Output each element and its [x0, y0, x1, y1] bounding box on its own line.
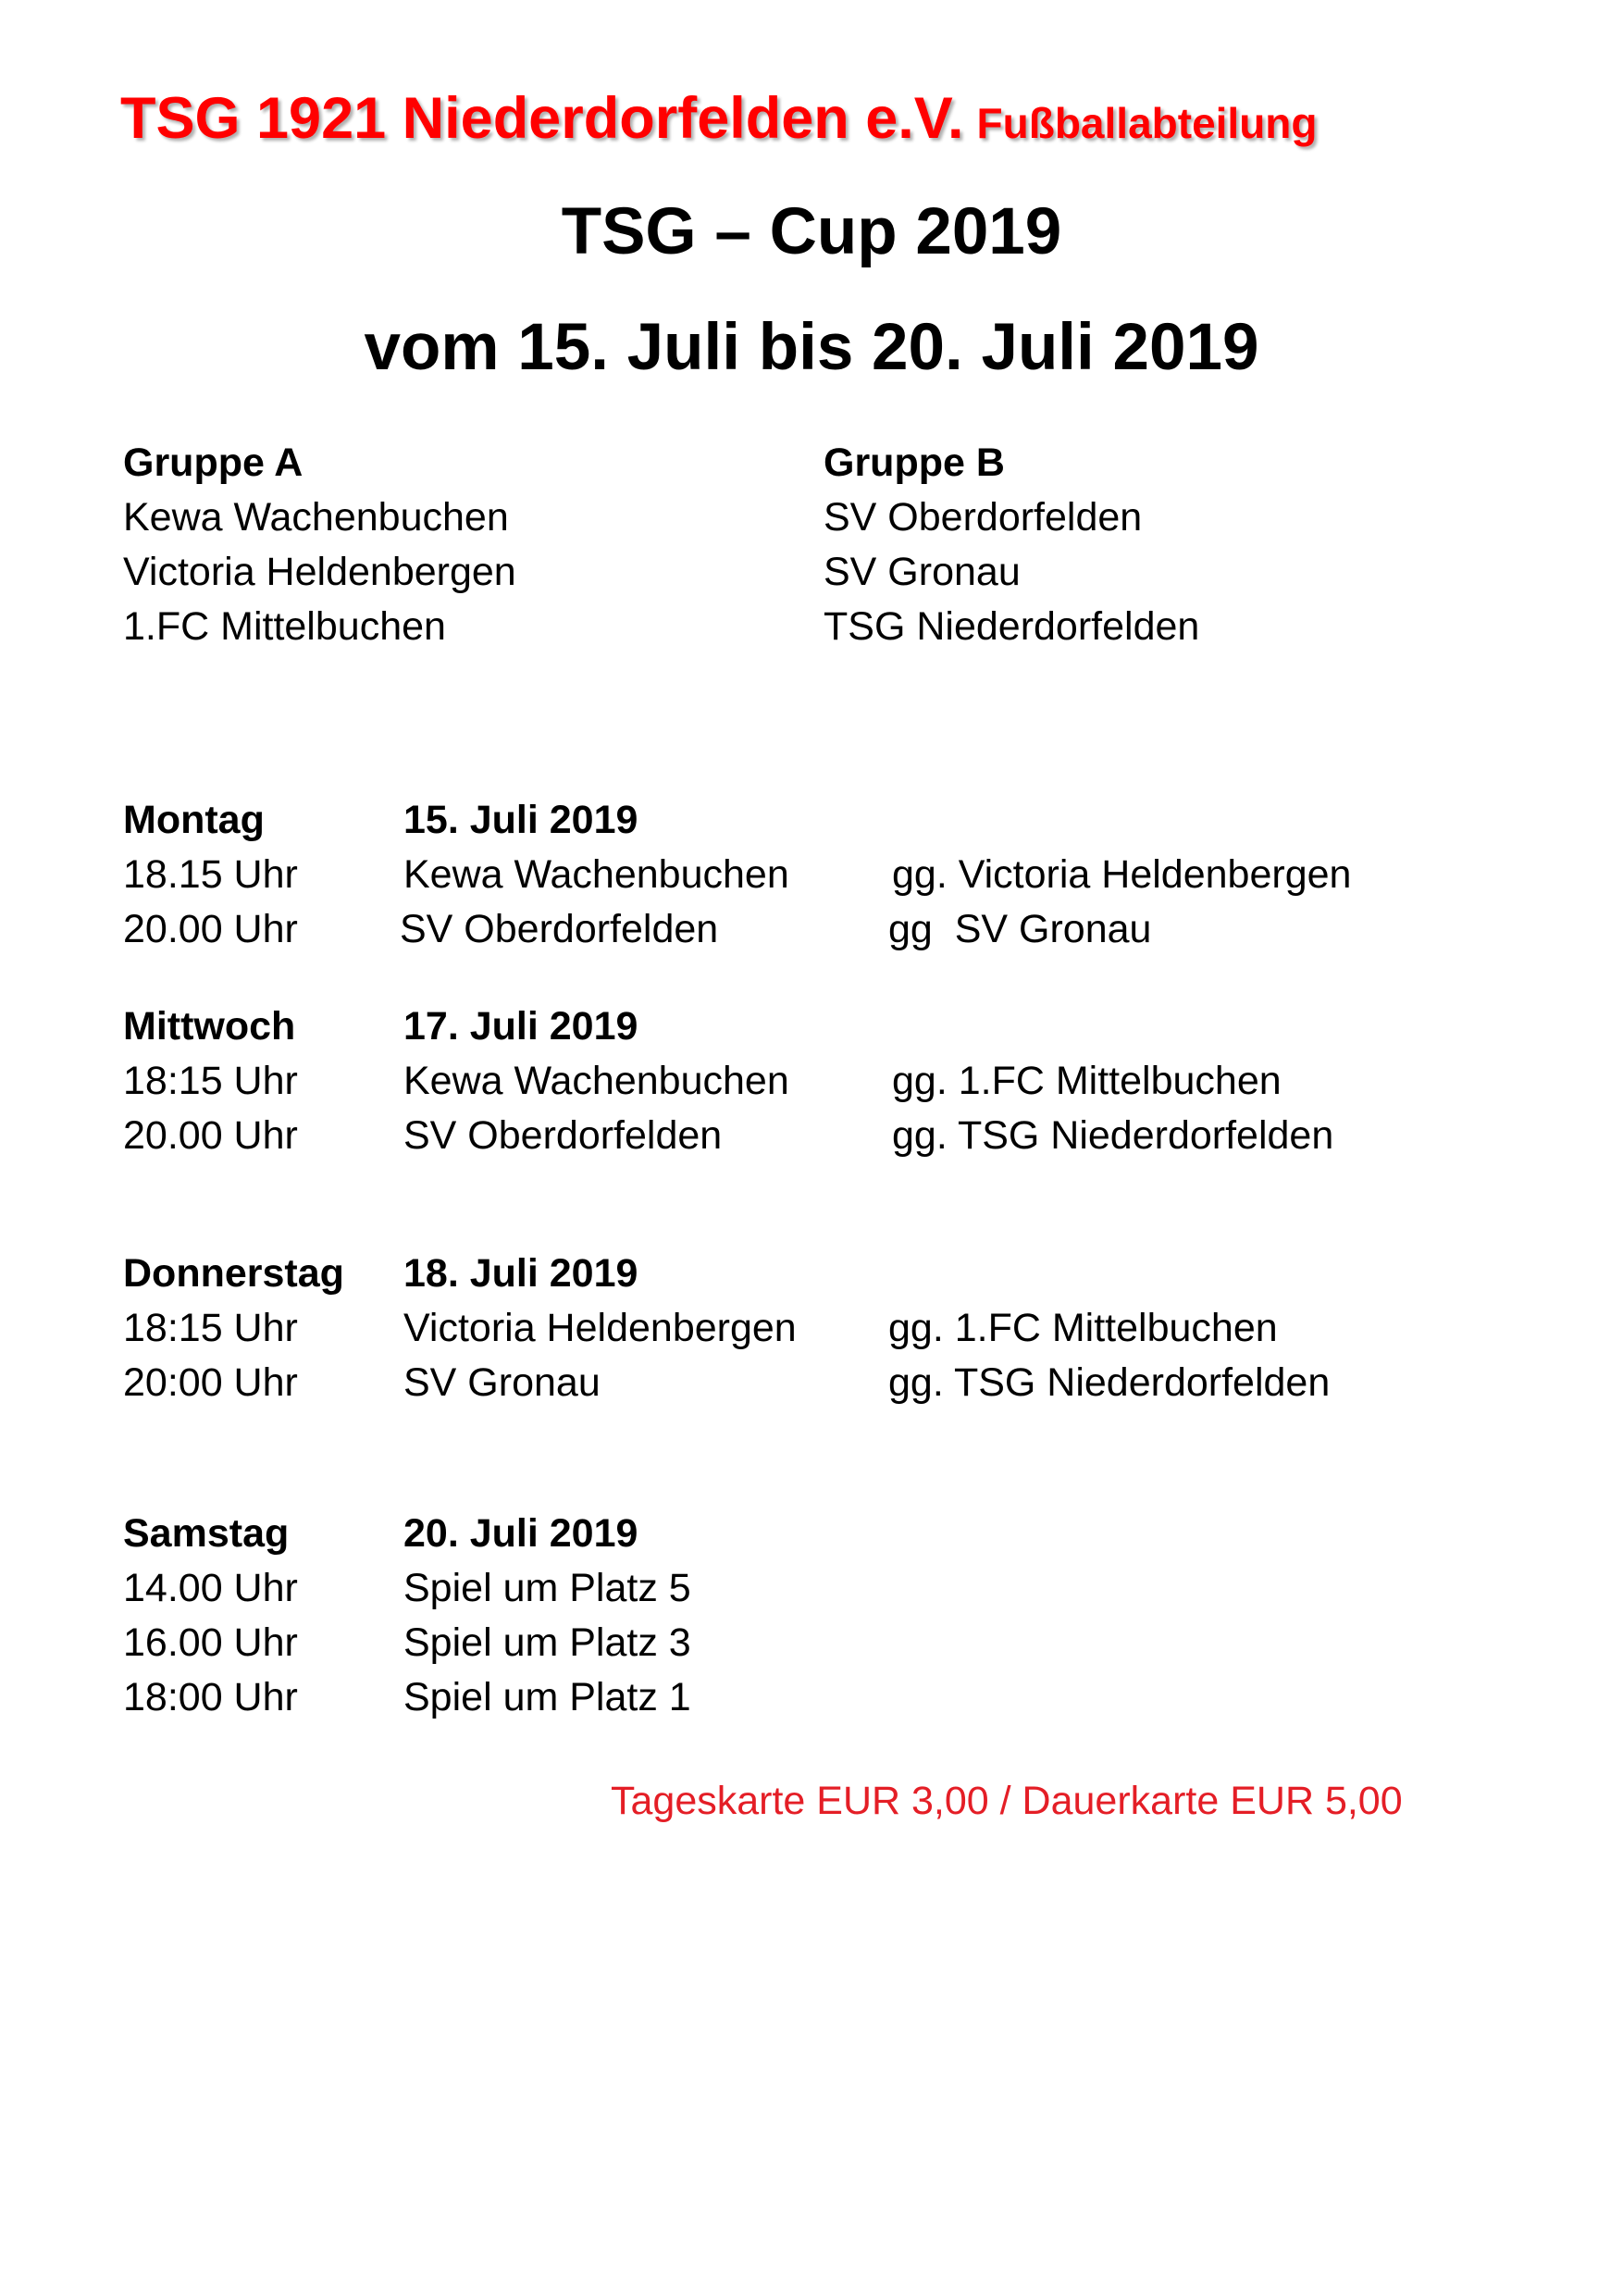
day-label: Mittwoch [123, 1004, 296, 1049]
group-b-title: Gruppe B [824, 441, 1005, 485]
group-a-team: 1.FC Mittelbuchen [123, 604, 446, 649]
group-b-team: TSG Niederdorfelden [824, 604, 1200, 649]
ticket-prices: Tageskarte EUR 3,00 / Dauerkarte EUR 5,00 [611, 1779, 1403, 1823]
match-time: 18.15 Uhr [123, 852, 298, 897]
match-time: 20:00 Uhr [123, 1360, 298, 1405]
group-a-team: Kewa Wachenbuchen [123, 495, 509, 540]
match-away: gg. Victoria Heldenbergen [892, 852, 1352, 897]
group-a-team: Victoria Heldenbergen [123, 550, 516, 594]
match-home: SV Oberdorfelden [400, 907, 719, 951]
match-time: 14.00 Uhr [123, 1566, 298, 1610]
match-away: gg SV Gronau [888, 907, 1152, 951]
match-time: 20.00 Uhr [123, 907, 298, 951]
club-heading [120, 85, 1318, 152]
group-b-team: SV Oberdorfelden [824, 495, 1143, 540]
match-time: 20.00 Uhr [123, 1113, 298, 1158]
match-away: gg. 1.FC Mittelbuchen [888, 1306, 1278, 1350]
match-home: SV Oberdorfelden [403, 1113, 723, 1158]
match-home: Kewa Wachenbuchen [403, 1059, 789, 1103]
day-date: 18. Juli 2019 [403, 1251, 638, 1296]
match-away: gg. TSG Niederdorfelden [892, 1113, 1334, 1158]
day-date: 20. Juli 2019 [403, 1511, 638, 1556]
day-label: Montag [123, 798, 265, 842]
match-time: 18:15 Uhr [123, 1059, 298, 1103]
match-home: Kewa Wachenbuchen [403, 852, 789, 897]
department-name: Fußballabteilung [976, 99, 1318, 147]
match-home: Spiel um Platz 5 [403, 1566, 691, 1610]
day-date: 17. Juli 2019 [403, 1004, 638, 1049]
day-label: Samstag [123, 1511, 290, 1556]
match-time: 18:00 Uhr [123, 1675, 298, 1719]
page-title: TSG – Cup 2019 [561, 195, 1062, 268]
page-subtitle: vom 15. Juli bis 20. Juli 2019 [364, 311, 1259, 384]
match-home: Victoria Heldenbergen [403, 1306, 797, 1350]
match-away: gg. 1.FC Mittelbuchen [892, 1059, 1282, 1103]
group-b-team: SV Gronau [824, 550, 1021, 594]
day-label: Donnerstag [123, 1251, 344, 1296]
day-date: 15. Juli 2019 [403, 798, 638, 842]
match-away: gg. TSG Niederdorfelden [888, 1360, 1331, 1405]
match-home: Spiel um Platz 3 [403, 1620, 691, 1665]
match-home: Spiel um Platz 1 [403, 1675, 691, 1719]
club-name: TSG 1921 Niederdorfelden e.V. [120, 86, 964, 151]
match-time: 16.00 Uhr [123, 1620, 298, 1665]
match-time: 18:15 Uhr [123, 1306, 298, 1350]
group-a-title: Gruppe A [123, 441, 304, 485]
match-home: SV Gronau [403, 1360, 601, 1405]
